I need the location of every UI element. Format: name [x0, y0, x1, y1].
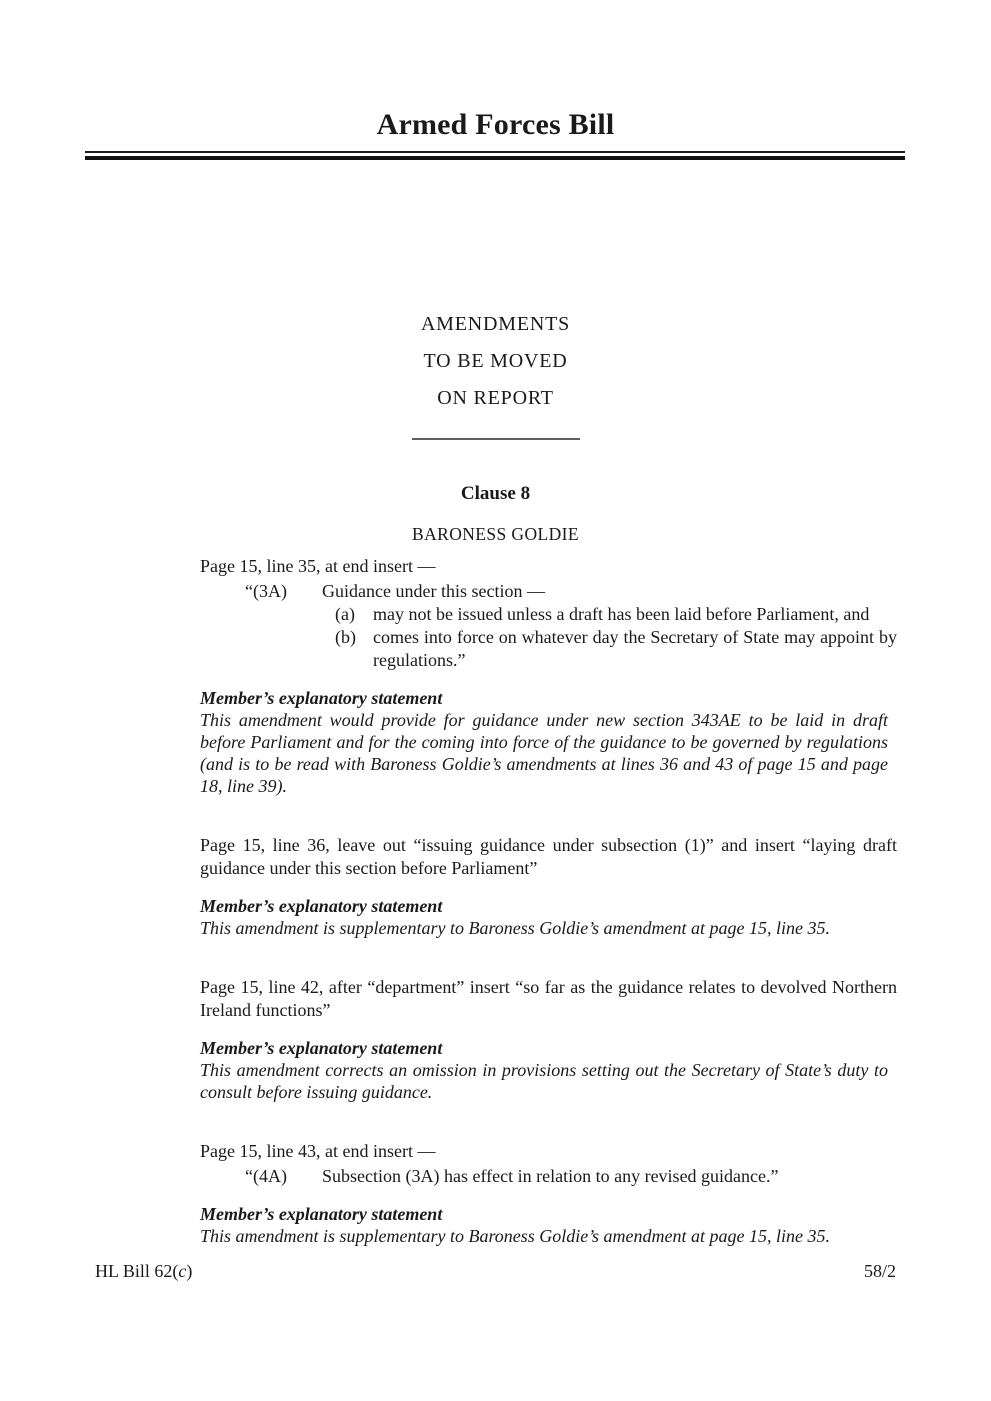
- page-reference: 58/2: [863, 1261, 896, 1281]
- explanatory-statement-heading: Member’s explanatory statement: [200, 688, 443, 708]
- subsection-item: [335, 603, 897, 626]
- amendment-block: [200, 555, 897, 797]
- explanatory-statement-heading: Member’s explanatory statement: [200, 1038, 443, 1058]
- subsection-text: Guidance under this section —: [322, 581, 545, 601]
- section-divider: [412, 438, 580, 440]
- inserted-subsection: [245, 1165, 897, 1188]
- bill-reference-suffix: ): [186, 1261, 193, 1281]
- heading-line-amendments: AMENDMENTS: [420, 313, 571, 335]
- amendment-block: [200, 976, 897, 1103]
- item-label: (a): [335, 604, 355, 624]
- explanatory-statement: [200, 1203, 888, 1247]
- amendment-lead: Page 15, line 35, at end insert —: [200, 556, 436, 576]
- amendments-heading: [0, 306, 991, 417]
- heading-line-on-report: ON REPORT: [437, 387, 554, 409]
- explanatory-statement-text: This amendment would provide for guidance under new section 343AE to be laid in draft before Parliament and for the coming into force of the guidance to be governed by regulations (and is to be read with Baroness Goldie’s amendments at lines 36 and 43 of page 15 and page 18, line 39).: [200, 710, 888, 796]
- bill-reference: [95, 1260, 192, 1283]
- document-title: Armed Forces Bill: [376, 108, 615, 141]
- item-text: comes into force on whatever day the Secretary of State may appoint by regulations.”: [373, 627, 897, 670]
- amendments-list: [200, 555, 897, 1247]
- amendment-lead: Page 15, line 43, at end insert —: [200, 1141, 436, 1161]
- bill-reference-italic: c: [178, 1261, 187, 1281]
- inserted-subsection: [245, 580, 897, 603]
- explanatory-statement: [200, 687, 888, 797]
- heading-line-to-be-moved: TO BE MOVED: [423, 350, 568, 372]
- amendment-lead: Page 15, line 36, leave out “issuing guidance under subsection (1)” and insert “laying draft guidance under this section before Parliament”: [200, 835, 897, 878]
- subsection-label: “(3A): [245, 581, 287, 601]
- explanatory-statement-text: This amendment is supplementary to Baroness Goldie’s amendment at page 15, line 35.: [200, 1226, 830, 1246]
- explanatory-statement-heading: Member’s explanatory statement: [200, 896, 443, 916]
- explanatory-statement-heading: Member’s explanatory statement: [200, 1204, 443, 1224]
- amendment-lead: Page 15, line 42, after “department” insert “so far as the guidance relates to devolved Northern Ireland functions”: [200, 977, 897, 1020]
- mover-name: BARONESS GOLDIE: [412, 524, 579, 544]
- title-rule: [85, 151, 905, 160]
- explanatory-statement-text: This amendment is supplementary to Baroness Goldie’s amendment at page 15, line 35.: [200, 918, 830, 938]
- subsection-text: Subsection (3A) has effect in relation to any revised guidance.”: [322, 1166, 779, 1186]
- subsection-items: [335, 603, 897, 672]
- subsection-item: [335, 626, 897, 672]
- amendment-block: [200, 1140, 897, 1247]
- explanatory-statement-text: This amendment corrects an omission in provisions setting out the Secretary of State’s duty to consult before issuing guidance.: [200, 1060, 888, 1102]
- explanatory-statement: [200, 895, 888, 939]
- subsection-label: “(4A): [245, 1166, 287, 1186]
- item-label: (b): [335, 627, 356, 647]
- page-footer: [95, 1260, 896, 1283]
- clause-heading: Clause 8: [460, 483, 531, 504]
- bill-reference-prefix: HL Bill 62(: [95, 1261, 179, 1281]
- explanatory-statement: [200, 1037, 888, 1103]
- item-text: may not be issued unless a draft has been laid before Parliament, and: [373, 604, 870, 624]
- amendment-block: [200, 834, 897, 939]
